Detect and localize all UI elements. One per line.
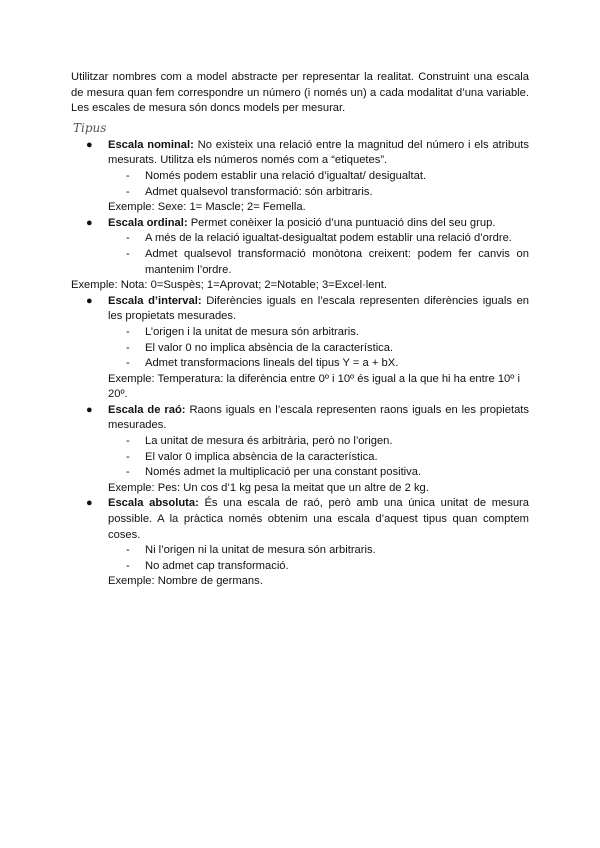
- bullet-icon: ●: [86, 216, 93, 229]
- scale-description: [108, 138, 529, 169]
- property-text: Admet transformacions lineals del tipus Y = a + bX.: [145, 357, 399, 370]
- property-item: [108, 356, 529, 372]
- dash-icon: -: [126, 544, 130, 557]
- scale-name: Escala de raó:: [108, 403, 186, 416]
- scale-example: Exemple: Nota: 0=Suspès; 1=Aprovat; 2=Notable; 3=Excel·lent.: [71, 279, 387, 292]
- dash-icon: -: [126, 185, 130, 198]
- scale-desc-text: No existeix una relació entre la magnitud del número i els atributs mesurats. Utilitza els números només com a “etiquetes”.: [108, 138, 529, 167]
- property-list: [108, 434, 529, 481]
- property-item: [108, 543, 529, 559]
- scale-example: Exemple: Nombre de germans.: [108, 575, 263, 588]
- scale-desc-text: Permet conèixer la posició d’una puntuació dins del seu grup.: [187, 216, 496, 229]
- property-item: [108, 341, 529, 357]
- dash-icon: -: [126, 247, 130, 260]
- scale-example: Exemple: Sexe: 1= Mascle; 2= Femella.: [108, 201, 306, 214]
- dash-icon: -: [126, 169, 130, 182]
- scale-item-interval: [71, 294, 529, 403]
- property-text: El valor 0 implica absència de la característica.: [145, 450, 378, 463]
- property-text: Admet qualsevol transformació monòtona creixent: podem fer canvis on mantenim l’ordre.: [145, 247, 529, 276]
- property-item: [108, 434, 529, 450]
- property-list: [108, 231, 529, 278]
- scale-item-ordinal: [71, 216, 529, 278]
- scale-item-absolute: [71, 496, 529, 590]
- scale-desc-text: Diferències iguals en l’escala representen diferències iguals en les propietats mesurades.: [108, 294, 530, 323]
- scale-desc-text: És una escala de raó, però amb una única unitat de mesura possible. A la pràctica només obtenim una escala d’aquest tipus quan comptem coses.: [108, 497, 529, 541]
- dash-icon: -: [126, 357, 130, 370]
- dash-icon: -: [126, 325, 130, 338]
- scale-description: [108, 403, 529, 434]
- scale-item-nominal: [71, 138, 529, 216]
- property-text: A més de la relació igualtat-desigualtat podem establir una relació d’ordre.: [145, 232, 512, 245]
- scale-example: Exemple: Pes: Un cos d’1 kg pesa la meitat que un altre de 2 kg.: [108, 481, 429, 494]
- bullet-icon: ●: [86, 403, 93, 416]
- scale-description: [108, 496, 529, 543]
- dash-icon: -: [126, 450, 130, 463]
- property-item: [108, 169, 529, 185]
- bullet-icon: ●: [86, 294, 93, 307]
- dash-icon: -: [126, 435, 130, 448]
- property-text: La unitat de mesura és arbitrària, però no l’origen.: [145, 435, 393, 448]
- property-list: [108, 169, 529, 200]
- scale-types-list: [71, 138, 529, 278]
- scale-desc-text: Raons iguals en l’escala representen raons iguals en les propietats mesurades.: [108, 403, 529, 432]
- property-text: No admet cap transformació.: [145, 559, 289, 572]
- scale-name: Escala d’interval:: [108, 294, 202, 307]
- property-item: [108, 247, 529, 278]
- dash-icon: -: [126, 466, 130, 479]
- property-text: L’origen i la unitat de mesura són arbitraris.: [145, 325, 359, 338]
- scale-example: Exemple: Temperatura: la diferència entre 0º i 10º és igual a la que hi ha entre 10º i 20º.: [108, 372, 520, 401]
- bullet-icon: ●: [86, 497, 93, 510]
- property-item: [108, 450, 529, 466]
- property-list: [108, 325, 529, 372]
- scale-description: [108, 294, 529, 325]
- property-item: [108, 559, 529, 575]
- intro-paragraph: Utilitzar nombres com a model abstracte per representar la realitat. Construint una escala de mesura quan fem correspondre un número (i només un) a cada modalitat d’una variable. Les escales de mesura són doncs models per mesurar.: [71, 71, 529, 115]
- scale-name: Escala ordinal:: [108, 216, 188, 229]
- scale-types-list-continued: [71, 294, 529, 590]
- dash-icon: -: [126, 341, 130, 354]
- dash-icon: -: [126, 559, 130, 572]
- property-text: Només admet la multiplicació per una constant positiva.: [145, 466, 422, 479]
- property-text: Admet qualsevol transformació: són arbitraris.: [145, 185, 373, 198]
- scale-name: Escala absoluta:: [108, 497, 199, 510]
- property-item: [108, 231, 529, 247]
- document-page: [71, 70, 529, 590]
- bullet-icon: ●: [86, 138, 93, 151]
- scale-description: [108, 216, 529, 232]
- section-heading: Tipus: [73, 120, 107, 135]
- property-text: El valor 0 no implica absència de la característica.: [145, 341, 394, 354]
- scale-item-ratio: [71, 403, 529, 497]
- scale-name: Escala nominal:: [108, 138, 194, 151]
- property-list: [108, 543, 529, 574]
- property-item: [108, 465, 529, 481]
- property-text: Ni l’origen ni la unitat de mesura són arbitraris.: [145, 544, 376, 557]
- property-item: [108, 325, 529, 341]
- property-text: Només podem establir una relació d’igualtat/ desigualtat.: [145, 169, 427, 182]
- dash-icon: -: [126, 232, 130, 245]
- property-item: [108, 185, 529, 201]
